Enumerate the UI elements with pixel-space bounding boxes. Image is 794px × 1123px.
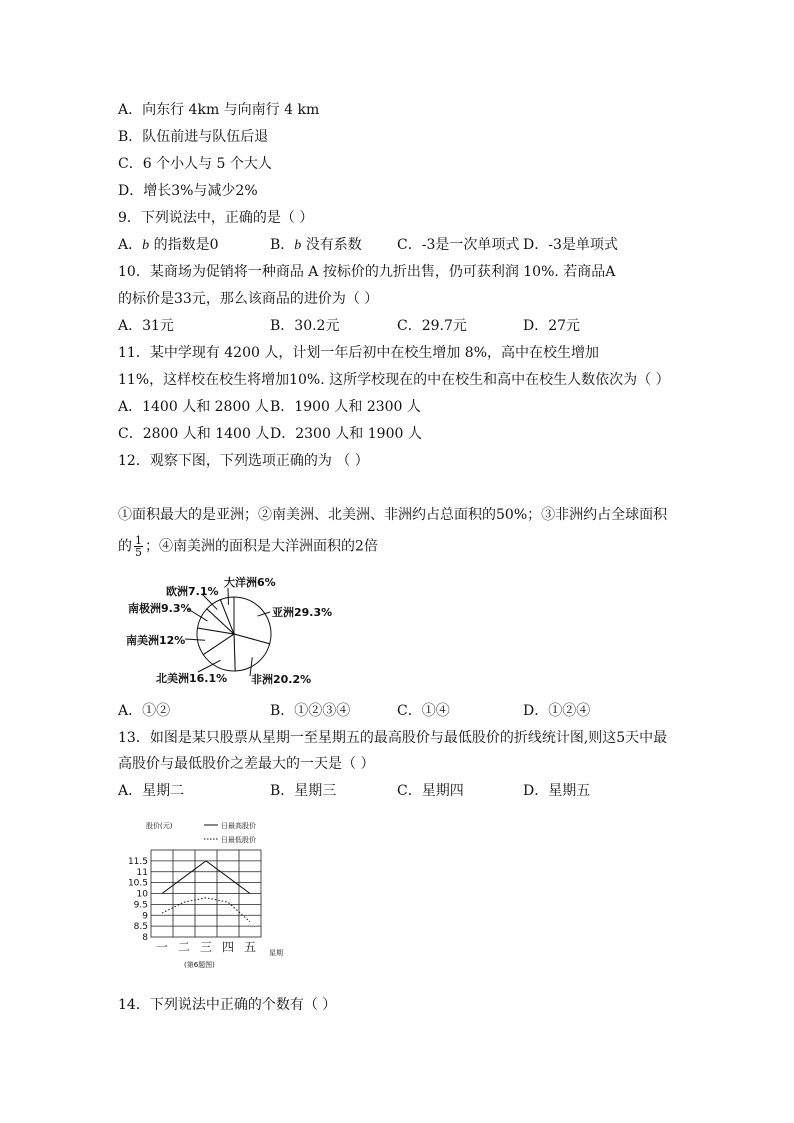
x-tick-label: 四: [221, 940, 235, 954]
q12-stem: 12．观察下图，下列选项正确的为 （ ）: [118, 453, 369, 469]
q13-option-a: A．星期二: [118, 783, 185, 799]
y-tick-label: 8: [142, 933, 148, 943]
stock-price-line-chart: [124, 815, 304, 975]
x-tick-label: 二: [177, 940, 191, 954]
series-high-line: [162, 861, 250, 894]
q14-stem: 14．下列说法中正确的个数有（ ）: [118, 997, 337, 1013]
y-tick-label: 11: [136, 867, 148, 878]
q10-option-b: B．30.2元: [270, 318, 340, 334]
legend-low-label: 日最低股价: [221, 836, 256, 844]
q12-option-a: A．①②: [118, 703, 171, 719]
y-tick-label: 10: [136, 889, 148, 900]
y-tick-label: 9: [142, 911, 148, 922]
pie-label-africa: 非洲20.2%: [251, 673, 312, 686]
q8-option-a: A．向东行 4km 与向南行 4 km: [118, 102, 320, 118]
pie-label-europe: 欧洲7.1%: [166, 585, 219, 598]
y-tick-label: 8.5: [133, 922, 148, 933]
q10-stem-line1: 10．某商场为促销将一种商品 A 按标价的九折出售，仍可获利润 10%. 若商品A: [118, 264, 616, 280]
series-low-line: [162, 898, 250, 922]
y-tick-label: 9.5: [133, 900, 148, 911]
q9-option-b: B．b 没有系数: [270, 237, 362, 253]
q13-option-c: C．星期四: [397, 783, 464, 799]
q11-stem-line1: 11．某中学现有 4200 人，计划一年后初中在校生增加 8%，高中在校生增加: [118, 345, 600, 361]
q11-option-c: C．2800 人和 1400 人: [118, 426, 270, 442]
x-tick-label: 一: [155, 940, 169, 954]
pie-label-antarctica: 南极洲9.3%: [128, 602, 192, 615]
continent-pie-chart: [110, 572, 333, 692]
y-tick-label: 10.5: [127, 878, 148, 889]
q12-option-c: C．①④: [397, 703, 450, 719]
q11-stem-line2: 11%，这样校在校生将增加10%. 这所学校现在的中在校生和高中在校生人数依次为（ ）: [118, 372, 670, 388]
q13-stem-line1: 13．如图是某只股票从星期一至星期五的最高股价与最低股价的折线统计图,则这5天中最: [118, 730, 668, 746]
q12-statement-line2: 的 $\frac{1}{5}$ ；④南美洲的面积是大洋洲面积的2倍: [118, 534, 378, 559]
x-axis-label: 星期: [269, 949, 283, 957]
pie-label-oceania: 大洋洲6%: [224, 576, 276, 589]
q12-option-d: D．①②④: [523, 703, 591, 719]
q10-option-a: A．31元: [118, 318, 174, 334]
x-tick-label: 五: [243, 940, 257, 954]
q9-option-c: C．-3是一次单项式: [397, 237, 520, 253]
q8-option-b: B．队伍前进与队伍后退: [118, 129, 269, 145]
q11-option-d: D．2300 人和 1900 人: [270, 426, 422, 442]
chart-caption: (第6题图): [184, 961, 215, 969]
q9-stem: 9．下列说法中，正确的是（ ）: [118, 210, 314, 226]
fraction-one-fifth: $\frac{1}{5}$: [135, 534, 142, 559]
q10-stem-line2: 的标价是33元，那么该商品的进价为（ ）: [118, 291, 379, 307]
q12-option-b: B．①②③④: [270, 703, 351, 719]
q11-option-a: A．1400 人和 2800 人: [118, 399, 269, 415]
pie-label-south-america: 南美洲12%: [126, 634, 186, 647]
q11-option-b: B．1900 人和 2300 人: [270, 399, 421, 415]
q8-option-c: C．6 个小人与 5 个大人: [118, 156, 272, 172]
q13-stem-line2: 高股价与最低股价之差最大的一天是（ ）: [118, 756, 375, 772]
q13-option-d: D．星期五: [523, 783, 591, 799]
legend-high-label: 日最高股价: [221, 822, 256, 830]
q10-option-c: C．29.7元: [397, 318, 467, 334]
q10-option-d: D．27元: [523, 318, 581, 334]
q12-statement-line1: ①面积最大的是亚洲；②南美洲、北美洲、非洲约占总面积的50%；③非洲约占全球面积: [118, 507, 668, 523]
y-axis-label: 股价(元): [146, 822, 173, 830]
q8-option-d: D．增长3%与减少2%: [118, 183, 258, 199]
x-tick-label: 三: [199, 940, 213, 954]
pie-label-asia: 亚洲29.3%: [272, 606, 333, 619]
pie-label-north-america: 北美洲16.1%: [156, 672, 228, 685]
q13-option-b: B．星期三: [270, 783, 337, 799]
q9-option-a: A．b 的指数是0: [118, 237, 219, 253]
y-tick-label: 11.5: [127, 856, 148, 867]
q9-option-d: D．-3是单项式: [523, 237, 618, 253]
